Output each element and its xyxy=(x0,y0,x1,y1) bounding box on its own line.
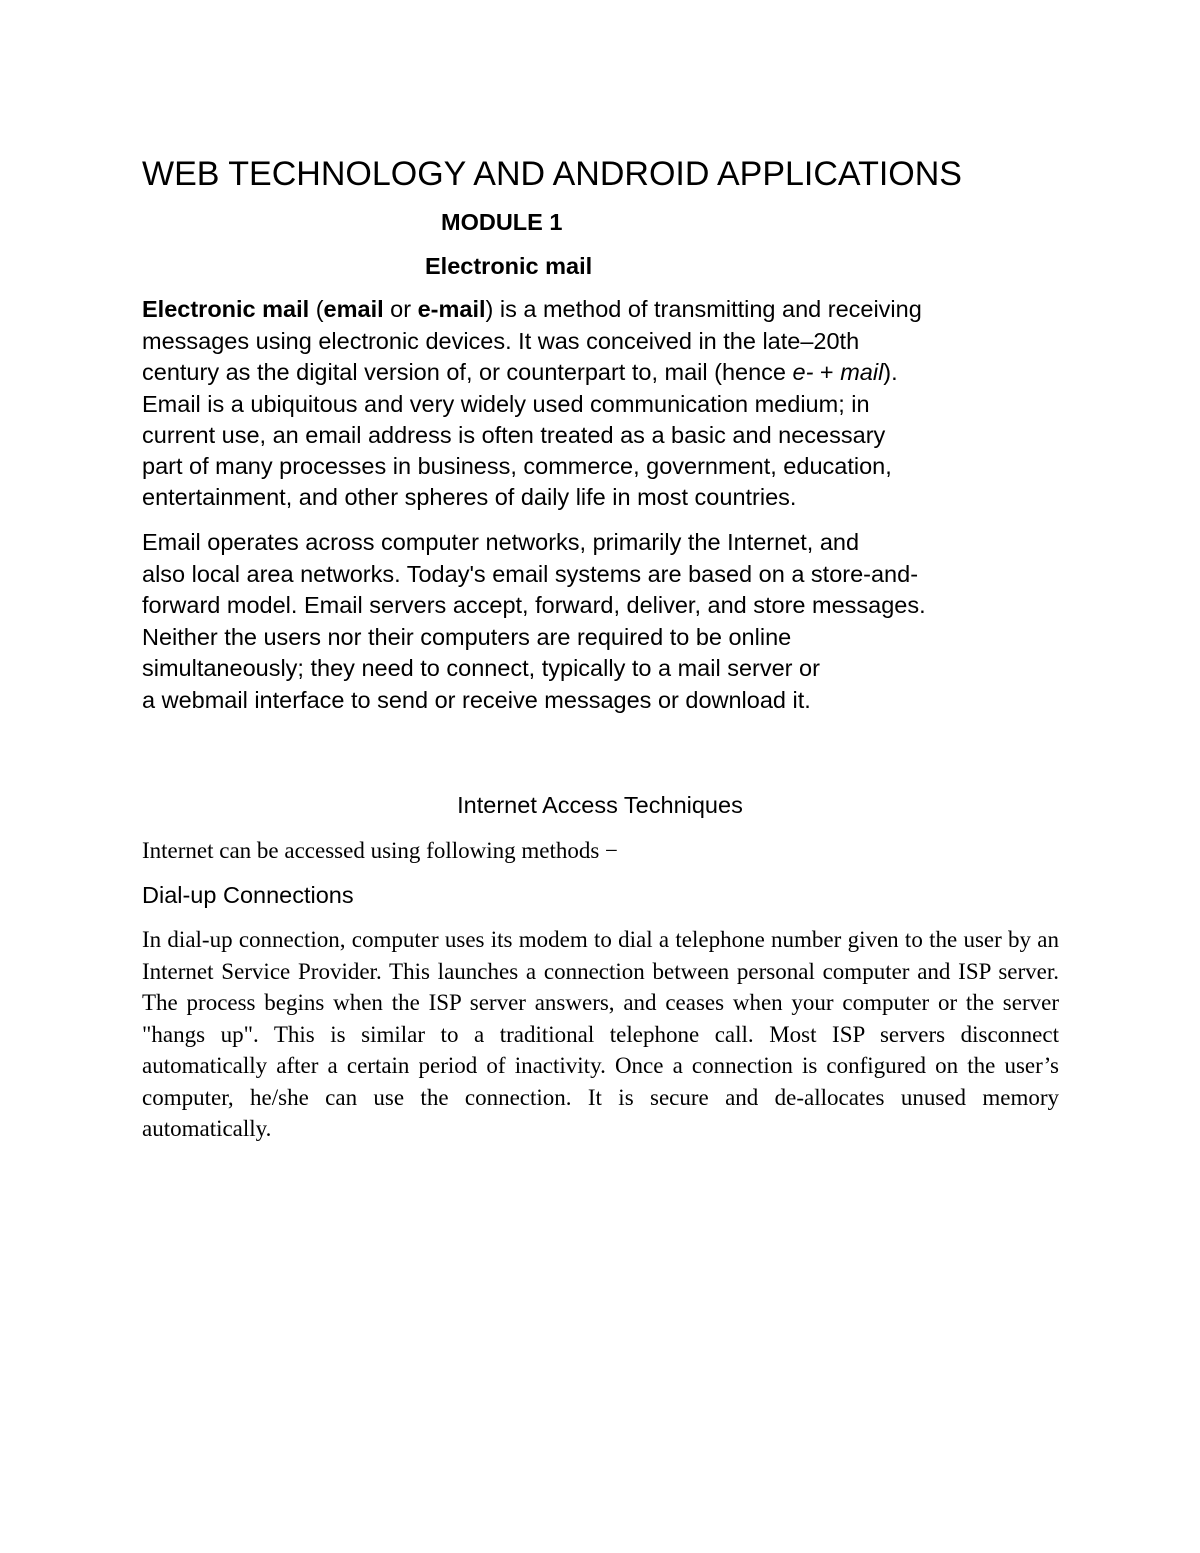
paragraph-line: Email operates across computer networks, primarily the Internet, and xyxy=(142,529,860,555)
paragraph-line: Email is a ubiquitous and very widely used communication medium; in xyxy=(142,391,870,417)
text-segment: ) is a method of transmitting and receiving xyxy=(485,296,922,322)
paragraph-line: current use, an email address is often treated as a basic and necessary xyxy=(142,422,886,448)
paragraph-line: also local area networks. Today's email systems are based on a store-and- xyxy=(142,561,919,587)
paragraph-line: forward model. Email servers accept, forward, deliver, and store messages. xyxy=(142,592,926,618)
paragraph-line: Neither the users nor their computers are required to be online xyxy=(142,624,792,650)
term-electronic-mail: Electronic mail xyxy=(142,296,310,322)
term-e-mail: e-mail xyxy=(417,296,486,322)
paragraph-line: part of many processes in business, commerce, government, education, xyxy=(142,453,892,479)
dial-up-paragraph: In dial-up connection, computer uses its modem to dial a telephone number given to the user by an Internet Service Provider. This launches a connection between personal computer and ISP server. The process begins when the ISP server answers, and ceases when your computer or the server "hangs up". This is similar to a traditional telephone call. Most ISP servers disconnect automatically after a certain period of inactivity. Once a connection is configured on the user’s computer, he/she can use the connection. It is secure and de-allocates unused memory automatically. xyxy=(142,927,1059,1141)
paragraph-line: messages using electronic devices. It was conceived in the late–20th xyxy=(142,328,860,354)
text-segment: century as the digital version of, or counterpart to, mail (hence xyxy=(142,359,793,385)
text-segment: ). xyxy=(883,359,898,385)
paragraph-line: entertainment, and other spheres of daily life in most countries. xyxy=(142,484,797,510)
text-segment: or xyxy=(383,296,418,322)
paragraph-line xyxy=(142,294,922,324)
text-segment: + xyxy=(813,359,841,385)
document-title: WEB TECHNOLOGY AND ANDROID APPLICATIONS xyxy=(142,155,962,193)
text-segment: ( xyxy=(309,296,324,322)
term-mail: mail xyxy=(840,359,884,385)
module-heading: MODULE 1 xyxy=(441,209,563,235)
internet-access-intro: Internet can be accessed using following methods − xyxy=(142,838,619,863)
section-heading-internet-access: Internet Access Techniques xyxy=(457,792,743,818)
section-heading-electronic-mail: Electronic mail xyxy=(425,253,593,279)
paragraph-line xyxy=(142,357,898,387)
term-email: email xyxy=(323,296,384,322)
paragraph-line: a webmail interface to send or receive messages or download it. xyxy=(142,687,811,713)
subheading-dial-up: Dial-up Connections xyxy=(142,882,354,908)
paragraph-line: simultaneously; they need to connect, typically to a mail server or xyxy=(142,655,820,681)
term-e-prefix: e- xyxy=(792,359,814,385)
